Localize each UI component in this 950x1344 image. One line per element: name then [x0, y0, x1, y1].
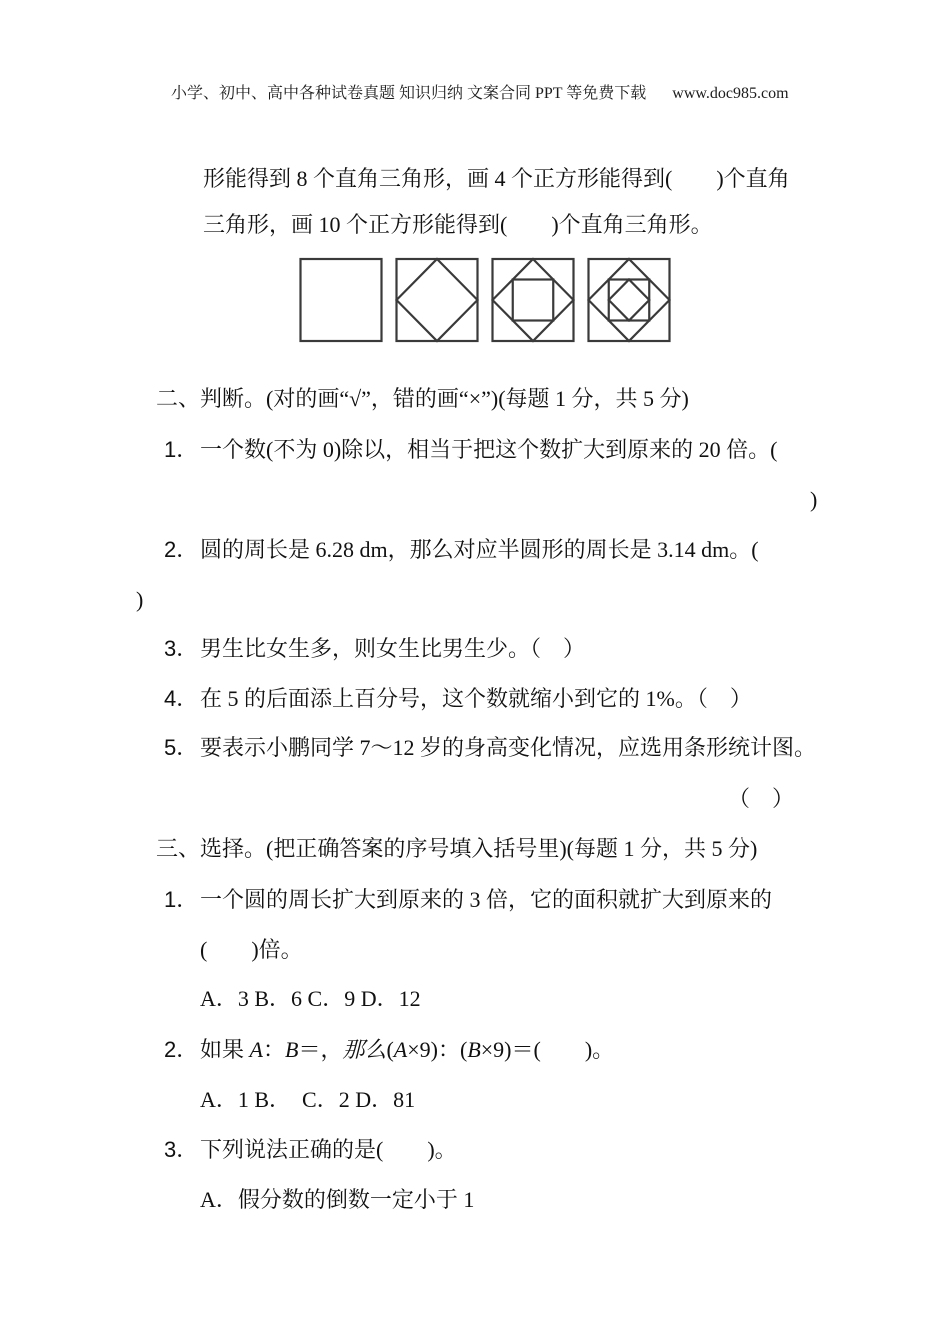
choice-section-title: 三、选择。(把正确答案的序号填入括号里)(每题 1 分，共 5 分) [156, 836, 758, 861]
judge-q5 [164, 735, 816, 761]
judge-q1 [164, 437, 777, 463]
judge-q3 [164, 636, 585, 662]
nested-squares-figure [299, 257, 671, 343]
judge-q3-number: 3． [164, 636, 199, 661]
figure-square-3 [491, 257, 575, 343]
judge-q5-answer-bracket: （ ） [728, 786, 795, 811]
judge-q2-text: 圆的周长是 6.28 dm，那么对应半圆形的周长是 3.14 dm。( [200, 537, 759, 562]
judge-q2-answer-bracket: ) [136, 587, 144, 612]
figure-square-2 [395, 257, 479, 343]
judge-q1-answer-bracket: ) [810, 487, 818, 512]
site-url: www.doc985.com [672, 85, 789, 102]
choice-q3-text: 下列说法正确的是( )。 [200, 1137, 457, 1162]
judge-q4 [164, 686, 752, 712]
judge-q1-text: 一个数(不为 0)除以，相当于把这个数扩大到原来的 20 倍。( [200, 437, 778, 462]
judge-q2-number: 2． [164, 537, 199, 562]
judge-section-title: 二、判断。(对的画“√”，错的画“×”)(每题 1 分，共 5 分) [156, 386, 689, 411]
judge-q2 [164, 537, 759, 563]
choice-q2-text: 如果 A：B＝，那么(A×9)：(B×9)＝( )。 [200, 1037, 615, 1062]
site-banner-text: 小学、初中、高中各种试卷真题 知识归纳 文案合同 PPT 等免费下载 [171, 85, 647, 102]
site-banner [155, 64, 789, 124]
judge-q5-number: 5． [164, 735, 199, 760]
choice-q1-continuation: ( )倍。 [200, 937, 303, 962]
judge-q5-text: 要表示小鹏同学 7～12 岁的身高变化情况，应选用条形统计图。 [200, 735, 817, 760]
choice-q3-number: 3． [164, 1137, 199, 1162]
choice-q1-text: 一个圆的周长扩大到原来的 3 倍，它的面积就扩大到原来的 [200, 887, 773, 912]
judge-q3-text: 男生比女生多，则女生比男生少。（ ） [200, 636, 586, 661]
figure-square-4 [587, 257, 671, 343]
judge-q1-number: 1． [164, 437, 199, 462]
choice-q1 [164, 887, 772, 913]
intro-line-2: 三角形，画 10 个正方形能得到( )个直角三角形。 [203, 212, 713, 237]
figure-square-1 [299, 257, 383, 343]
judge-q4-text: 在 5 的后面添上百分号，这个数就缩小到它的 1%。（ ） [200, 686, 752, 711]
choice-q2-number: 2． [164, 1037, 199, 1062]
intro-line-1: 形能得到 8 个直角三角形，画 4 个正方形能得到( )个直角 [203, 166, 790, 191]
judge-q4-number: 4． [164, 686, 199, 711]
choice-q2 [164, 1037, 614, 1063]
choice-q2-options: A．1 B． C．2 D．81 [200, 1087, 416, 1112]
choice-q3 [164, 1137, 457, 1163]
choice-q1-options: A．3 B．6 C．9 D．12 [200, 986, 421, 1011]
choice-q3-option-a: A．假分数的倒数一定小于 1 [200, 1187, 475, 1212]
choice-q1-number: 1． [164, 887, 199, 912]
